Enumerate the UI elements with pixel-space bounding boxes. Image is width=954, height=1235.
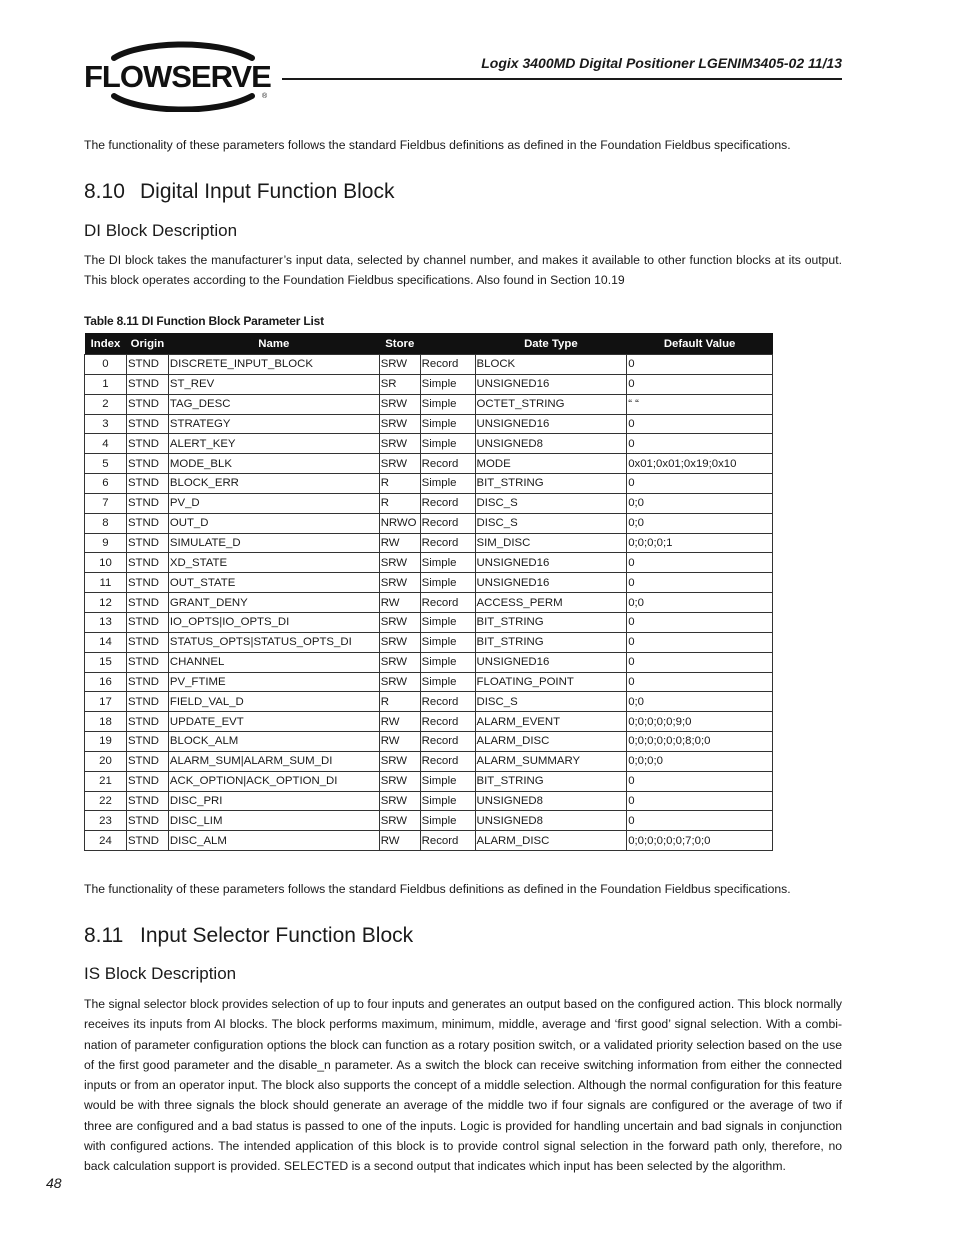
origin-cell: STND	[126, 593, 168, 613]
kind-cell: Record	[420, 593, 475, 613]
kind-cell: Record	[420, 493, 475, 513]
table-row	[85, 612, 773, 632]
name-cell: TAG_DESC	[168, 394, 379, 414]
name-cell: GRANT_DENY	[168, 593, 379, 613]
kind-cell: Record	[420, 831, 475, 851]
origin-cell: STND	[126, 374, 168, 394]
index-cell: 18	[85, 712, 127, 732]
default-value-cell: 0	[627, 811, 773, 831]
index-cell: 1	[85, 374, 127, 394]
table-row	[85, 513, 773, 533]
data-type-cell: UNSIGNED8	[475, 811, 627, 831]
index-cell: 17	[85, 692, 127, 712]
table-row	[85, 712, 773, 732]
default-value-cell: 0	[627, 355, 773, 375]
data-type-cell: BLOCK	[475, 355, 627, 375]
origin-cell: STND	[126, 652, 168, 672]
default-value-cell: 0;0;0;0;1	[627, 533, 773, 553]
origin-cell: STND	[126, 394, 168, 414]
table-row	[85, 632, 773, 652]
store-cell: SRW	[379, 553, 420, 573]
svg-text:®: ®	[262, 93, 268, 100]
origin-cell: STND	[126, 692, 168, 712]
kind-cell: Simple	[420, 771, 475, 791]
name-cell: BLOCK_ALM	[168, 732, 379, 752]
header-rule	[282, 78, 842, 80]
index-cell: 9	[85, 533, 127, 553]
table-row	[85, 553, 773, 573]
store-cell: SRW	[379, 771, 420, 791]
origin-cell: STND	[126, 771, 168, 791]
name-cell: SIMULATE_D	[168, 533, 379, 553]
default-value-cell: 0;0;0;0;0;0;8;0;0	[627, 732, 773, 752]
default-value-cell: 0	[627, 553, 773, 573]
name-cell: STATUS_OPTS|STATUS_OPTS_DI	[168, 632, 379, 652]
data-type-cell: ACCESS_PERM	[475, 593, 627, 613]
name-cell: DISCRETE_INPUT_BLOCK	[168, 355, 379, 375]
store-cell: SR	[379, 374, 420, 394]
di-description: The DI block takes the manufacturer’s input data, selected by channel number, and makes it available to other function blocks at its output. This block operates according to the Foundation Fieldbus specifications. Also found in Section 10.19	[84, 253, 842, 288]
origin-cell: STND	[126, 751, 168, 771]
kind-cell: Record	[420, 692, 475, 712]
default-value-cell: 0;0;0;0;0;0;7;0;0	[627, 831, 773, 851]
name-cell: ALERT_KEY	[168, 434, 379, 454]
data-type-cell: MODE	[475, 454, 627, 474]
kind-cell: Simple	[420, 652, 475, 672]
flowserve-logo	[84, 40, 274, 112]
name-cell: IO_OPTS|IO_OPTS_DI	[168, 612, 379, 632]
index-cell: 20	[85, 751, 127, 771]
index-cell: 0	[85, 355, 127, 375]
intro-paragraph: The functionality of these parameters follows the standard Fieldbus definitions as defined in the Foundation Fieldbus specifications.	[84, 138, 791, 152]
section-title: Digital Input Function Block	[140, 180, 395, 203]
index-cell: 19	[85, 732, 127, 752]
origin-cell: STND	[126, 493, 168, 513]
table-row	[85, 751, 773, 771]
origin-cell: STND	[126, 632, 168, 652]
column-header: Store	[379, 333, 475, 355]
section-heading-8-10	[84, 180, 394, 204]
kind-cell: Record	[420, 712, 475, 732]
column-header: Origin	[126, 333, 168, 355]
name-cell: DISC_PRI	[168, 791, 379, 811]
store-cell: R	[379, 493, 420, 513]
index-cell: 4	[85, 434, 127, 454]
origin-cell: STND	[126, 553, 168, 573]
column-header: Index	[85, 333, 127, 355]
default-value-cell: 0;0	[627, 513, 773, 533]
store-cell: RW	[379, 831, 420, 851]
data-type-cell: ALARM_DISC	[475, 732, 627, 752]
index-cell: 7	[85, 493, 127, 513]
table-caption: Table 8.11 DI Function Block Parameter List	[84, 314, 324, 328]
store-cell: RW	[379, 593, 420, 613]
data-type-cell: ALARM_DISC	[475, 831, 627, 851]
data-type-cell: DISC_S	[475, 493, 627, 513]
kind-cell: Simple	[420, 632, 475, 652]
default-value-cell: 0	[627, 573, 773, 593]
index-cell: 16	[85, 672, 127, 692]
kind-cell: Record	[420, 732, 475, 752]
data-type-cell: UNSIGNED8	[475, 791, 627, 811]
store-cell: SRW	[379, 434, 420, 454]
store-cell: RW	[379, 712, 420, 732]
index-cell: 22	[85, 791, 127, 811]
name-cell: ST_REV	[168, 374, 379, 394]
index-cell: 10	[85, 553, 127, 573]
kind-cell: Simple	[420, 414, 475, 434]
data-type-cell: ALARM_SUMMARY	[475, 751, 627, 771]
index-cell: 14	[85, 632, 127, 652]
name-cell: STRATEGY	[168, 414, 379, 434]
origin-cell: STND	[126, 791, 168, 811]
store-cell: SRW	[379, 394, 420, 414]
data-type-cell: DISC_S	[475, 513, 627, 533]
section-number: 8.11	[84, 924, 124, 947]
default-value-cell: 0	[627, 374, 773, 394]
store-cell: SRW	[379, 632, 420, 652]
name-cell: PV_FTIME	[168, 672, 379, 692]
origin-cell: STND	[126, 831, 168, 851]
table-row	[85, 732, 773, 752]
default-value-cell: 0	[627, 414, 773, 434]
kind-cell: Record	[420, 454, 475, 474]
store-cell: R	[379, 692, 420, 712]
section-heading-8-11	[84, 924, 413, 948]
kind-cell: Record	[420, 513, 475, 533]
subheading-is-block: IS Block Description	[84, 964, 237, 983]
svg-text:FLOWSERVE: FLOWSERVE	[84, 59, 271, 94]
table-row	[85, 533, 773, 553]
index-cell: 8	[85, 513, 127, 533]
data-type-cell: BIT_STRING	[475, 474, 627, 494]
index-cell: 15	[85, 652, 127, 672]
data-type-cell: UNSIGNED8	[475, 434, 627, 454]
store-cell: R	[379, 474, 420, 494]
default-value-cell: “ “	[627, 394, 773, 414]
name-cell: MODE_BLK	[168, 454, 379, 474]
column-header: Default Value	[627, 333, 773, 355]
name-cell: FIELD_VAL_D	[168, 692, 379, 712]
kind-cell: Simple	[420, 573, 475, 593]
data-type-cell: ALARM_EVENT	[475, 712, 627, 732]
subheading-di-block: DI Block Description	[84, 221, 238, 240]
kind-cell: Simple	[420, 394, 475, 414]
index-cell: 5	[85, 454, 127, 474]
section-title: Input Selector Function Block	[140, 924, 414, 947]
table-row	[85, 374, 773, 394]
default-value-cell: 0	[627, 771, 773, 791]
store-cell: RW	[379, 732, 420, 752]
name-cell: CHANNEL	[168, 652, 379, 672]
table-row	[85, 355, 773, 375]
store-cell: SRW	[379, 454, 420, 474]
origin-cell: STND	[126, 434, 168, 454]
kind-cell: Simple	[420, 791, 475, 811]
name-cell: DISC_LIM	[168, 811, 379, 831]
index-cell: 23	[85, 811, 127, 831]
data-type-cell: UNSIGNED16	[475, 553, 627, 573]
table-row	[85, 831, 773, 851]
after-table-paragraph: The functionality of these parameters follows the standard Fieldbus definitions as defined in the Foundation Fieldbus specifications.	[84, 882, 791, 896]
kind-cell: Record	[420, 533, 475, 553]
store-cell: NRWO	[379, 513, 420, 533]
store-cell: SRW	[379, 355, 420, 375]
name-cell: ALARM_SUM|ALARM_SUM_DI	[168, 751, 379, 771]
store-cell: SRW	[379, 672, 420, 692]
default-value-cell: 0;0	[627, 593, 773, 613]
table-row	[85, 771, 773, 791]
section-number: 8.10	[84, 180, 125, 203]
kind-cell: Record	[420, 355, 475, 375]
data-type-cell: DISC_S	[475, 692, 627, 712]
kind-cell: Simple	[420, 374, 475, 394]
name-cell: ACK_OPTION|ACK_OPTION_DI	[168, 771, 379, 791]
origin-cell: STND	[126, 414, 168, 434]
kind-cell: Simple	[420, 811, 475, 831]
index-cell: 13	[85, 612, 127, 632]
kind-cell: Simple	[420, 672, 475, 692]
table-row	[85, 692, 773, 712]
table-row	[85, 434, 773, 454]
table-header-row	[85, 333, 773, 355]
origin-cell: STND	[126, 672, 168, 692]
table-row	[85, 474, 773, 494]
index-cell: 24	[85, 831, 127, 851]
kind-cell: Record	[420, 751, 475, 771]
kind-cell: Simple	[420, 474, 475, 494]
default-value-cell: 0;0;0;0;0;9;0	[627, 712, 773, 732]
default-value-cell: 0x01;0x01;0x19;0x10	[627, 454, 773, 474]
data-type-cell: OCTET_STRING	[475, 394, 627, 414]
name-cell: OUT_D	[168, 513, 379, 533]
data-type-cell: UNSIGNED16	[475, 652, 627, 672]
table-row	[85, 573, 773, 593]
index-cell: 21	[85, 771, 127, 791]
column-header: Date Type	[475, 333, 627, 355]
default-value-cell: 0	[627, 652, 773, 672]
table-row	[85, 791, 773, 811]
data-type-cell: UNSIGNED16	[475, 374, 627, 394]
store-cell: SRW	[379, 751, 420, 771]
table-row	[85, 414, 773, 434]
default-value-cell: 0	[627, 434, 773, 454]
origin-cell: STND	[126, 732, 168, 752]
origin-cell: STND	[126, 712, 168, 732]
store-cell: SRW	[379, 414, 420, 434]
index-cell: 11	[85, 573, 127, 593]
store-cell: SRW	[379, 791, 420, 811]
kind-cell: Simple	[420, 612, 475, 632]
origin-cell: STND	[126, 573, 168, 593]
default-value-cell: 0	[627, 612, 773, 632]
page-number: 48	[46, 1175, 62, 1191]
origin-cell: STND	[126, 454, 168, 474]
data-type-cell: SIM_DISC	[475, 533, 627, 553]
table-row	[85, 811, 773, 831]
default-value-cell: 0;0;0;0	[627, 751, 773, 771]
kind-cell: Simple	[420, 553, 475, 573]
index-cell: 3	[85, 414, 127, 434]
index-cell: 6	[85, 474, 127, 494]
default-value-cell: 0	[627, 791, 773, 811]
default-value-cell: 0;0	[627, 692, 773, 712]
column-header: Name	[168, 333, 379, 355]
origin-cell: STND	[126, 533, 168, 553]
name-cell: OUT_STATE	[168, 573, 379, 593]
table-row	[85, 493, 773, 513]
table-row	[85, 454, 773, 474]
store-cell: SRW	[379, 652, 420, 672]
store-cell: SRW	[379, 811, 420, 831]
store-cell: SRW	[379, 573, 420, 593]
store-cell: RW	[379, 533, 420, 553]
data-type-cell: BIT_STRING	[475, 632, 627, 652]
default-value-cell: 0	[627, 632, 773, 652]
document-title: Logix 3400MD Digital Positioner LGENIM3405-02 11/13	[481, 55, 842, 71]
table-row	[85, 672, 773, 692]
origin-cell: STND	[126, 811, 168, 831]
data-type-cell: BIT_STRING	[475, 612, 627, 632]
default-value-cell: 0	[627, 474, 773, 494]
parameter-table	[84, 333, 773, 851]
table-row	[85, 652, 773, 672]
origin-cell: STND	[126, 612, 168, 632]
name-cell: UPDATE_EVT	[168, 712, 379, 732]
origin-cell: STND	[126, 474, 168, 494]
data-type-cell: BIT_STRING	[475, 771, 627, 791]
name-cell: BLOCK_ERR	[168, 474, 379, 494]
data-type-cell: FLOATING_POINT	[475, 672, 627, 692]
name-cell: PV_D	[168, 493, 379, 513]
default-value-cell: 0;0	[627, 493, 773, 513]
table-row	[85, 593, 773, 613]
data-type-cell: UNSIGNED16	[475, 414, 627, 434]
default-value-cell: 0	[627, 672, 773, 692]
kind-cell: Simple	[420, 434, 475, 454]
origin-cell: STND	[126, 355, 168, 375]
index-cell: 2	[85, 394, 127, 414]
name-cell: XD_STATE	[168, 553, 379, 573]
name-cell: DISC_ALM	[168, 831, 379, 851]
data-type-cell: UNSIGNED16	[475, 573, 627, 593]
table-row	[85, 394, 773, 414]
index-cell: 12	[85, 593, 127, 613]
store-cell: SRW	[379, 612, 420, 632]
is-description: The signal selector block provides selection of up to four inputs and generates an output based on the configured action. This block normally receives its inputs from AI blocks. The block performs maximum, minimum, middle, average and ‘first good’ signal selection. With a combi-nation of parameter configuration options the block can function as a rotary position switch, or a validated priority selection based on the use of the first good parameter and the disable_n parameter. As a switch the block can receive switching information from either the connected inputs or from an operator input. The block also supports the concept of a middle selection. Although the normal configuration for this feature would be with three signals the block should generate an average of the middle two if four signals are configured or the average of two if three are configured and a bad status is passed to one of the inputs. Logic is provided for handling uncertain and bad signals in conjunction with configured actions. The intended application of this block is to provide control signal selection in the forward path only, therefore, no back calculation support is provided. SELECTED is a second output that indicates which input has been selected by the algorithm.	[84, 997, 842, 1174]
origin-cell: STND	[126, 513, 168, 533]
